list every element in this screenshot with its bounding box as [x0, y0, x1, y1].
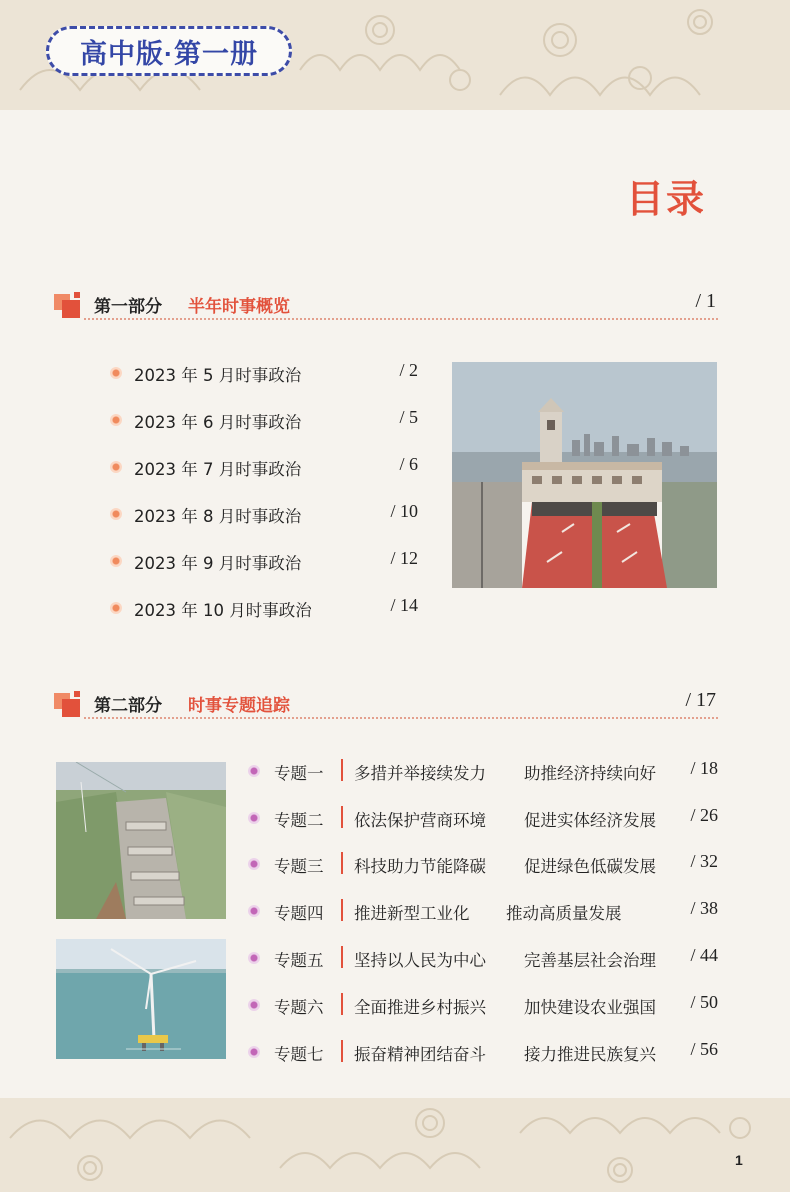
part2-page: / 17	[685, 689, 716, 711]
topic-item[interactable]: 专题五 坚持以人民为中心 完善基层社会治理 / 44	[248, 945, 720, 973]
topic-item[interactable]: 专题七 振奋精神团结奋斗 接力推进民族复兴 / 56	[248, 1039, 720, 1067]
bullet-icon	[248, 905, 260, 917]
part1-number: 第一部分	[94, 297, 162, 317]
dotted-divider	[84, 717, 718, 719]
topic-separator	[341, 759, 343, 781]
bullet-icon	[248, 765, 260, 777]
section-mark-icon	[54, 687, 84, 717]
bullet-icon	[110, 414, 122, 426]
part1-page: / 1	[695, 290, 716, 312]
topic-separator	[341, 1040, 343, 1062]
part1-title: 半年时事概览	[188, 297, 290, 317]
part1-header[interactable]	[54, 284, 718, 324]
list-item[interactable]: 2023 年 9 月时事政治 / 12	[110, 548, 420, 576]
bullet-icon	[110, 367, 122, 379]
list-item[interactable]: 2023 年 6 月时事政治 / 5	[110, 407, 420, 435]
dotted-divider	[84, 318, 718, 320]
bullet-icon	[248, 999, 260, 1011]
photo-ship-locks	[56, 762, 226, 919]
bullet-icon	[110, 602, 122, 614]
edition-badge: 高中版·第一册	[46, 26, 292, 76]
bullet-icon	[248, 858, 260, 870]
topic-separator	[341, 806, 343, 828]
toc-title: 目录	[626, 177, 707, 221]
list-item[interactable]: 2023 年 8 月时事政治 / 10	[110, 501, 420, 529]
topic-separator	[341, 946, 343, 968]
bullet-icon	[248, 1046, 260, 1058]
bullet-icon	[110, 555, 122, 567]
photo-wind-turbine	[56, 939, 226, 1059]
bullet-icon	[248, 812, 260, 824]
part2-number: 第二部分	[94, 696, 162, 716]
photo-railway-station	[452, 362, 717, 588]
section-mark-icon	[54, 288, 84, 318]
topic-separator	[341, 899, 343, 921]
bullet-icon	[110, 461, 122, 473]
decorative-cloud-border-bottom	[0, 1098, 790, 1192]
list-item[interactable]: 2023 年 5 月时事政治 / 2	[110, 360, 420, 388]
topic-item[interactable]: 专题六 全面推进乡村振兴 加快建设农业强国 / 50	[248, 992, 720, 1020]
topic-item[interactable]: 专题三 科技助力节能降碳 促进绿色低碳发展 / 32	[248, 851, 720, 879]
part2-title: 时事专题追踪	[188, 696, 290, 716]
list-item[interactable]: 2023 年 10 月时事政治 / 14	[110, 595, 420, 623]
part2-header[interactable]	[54, 683, 718, 723]
topic-item[interactable]: 专题一 多措并举接续发力 助推经济持续向好 / 18	[248, 758, 720, 786]
topic-item[interactable]: 专题四 推进新型工业化 推动高质量发展 / 38	[248, 898, 720, 926]
topic-separator	[341, 852, 343, 874]
page-number: 1	[735, 1152, 743, 1168]
topic-separator	[341, 993, 343, 1015]
bullet-icon	[248, 952, 260, 964]
list-item[interactable]: 2023 年 7 月时事政治 / 6	[110, 454, 420, 482]
topic-item[interactable]: 专题二 依法保护营商环境 促进实体经济发展 / 26	[248, 805, 720, 833]
bullet-icon	[110, 508, 122, 520]
